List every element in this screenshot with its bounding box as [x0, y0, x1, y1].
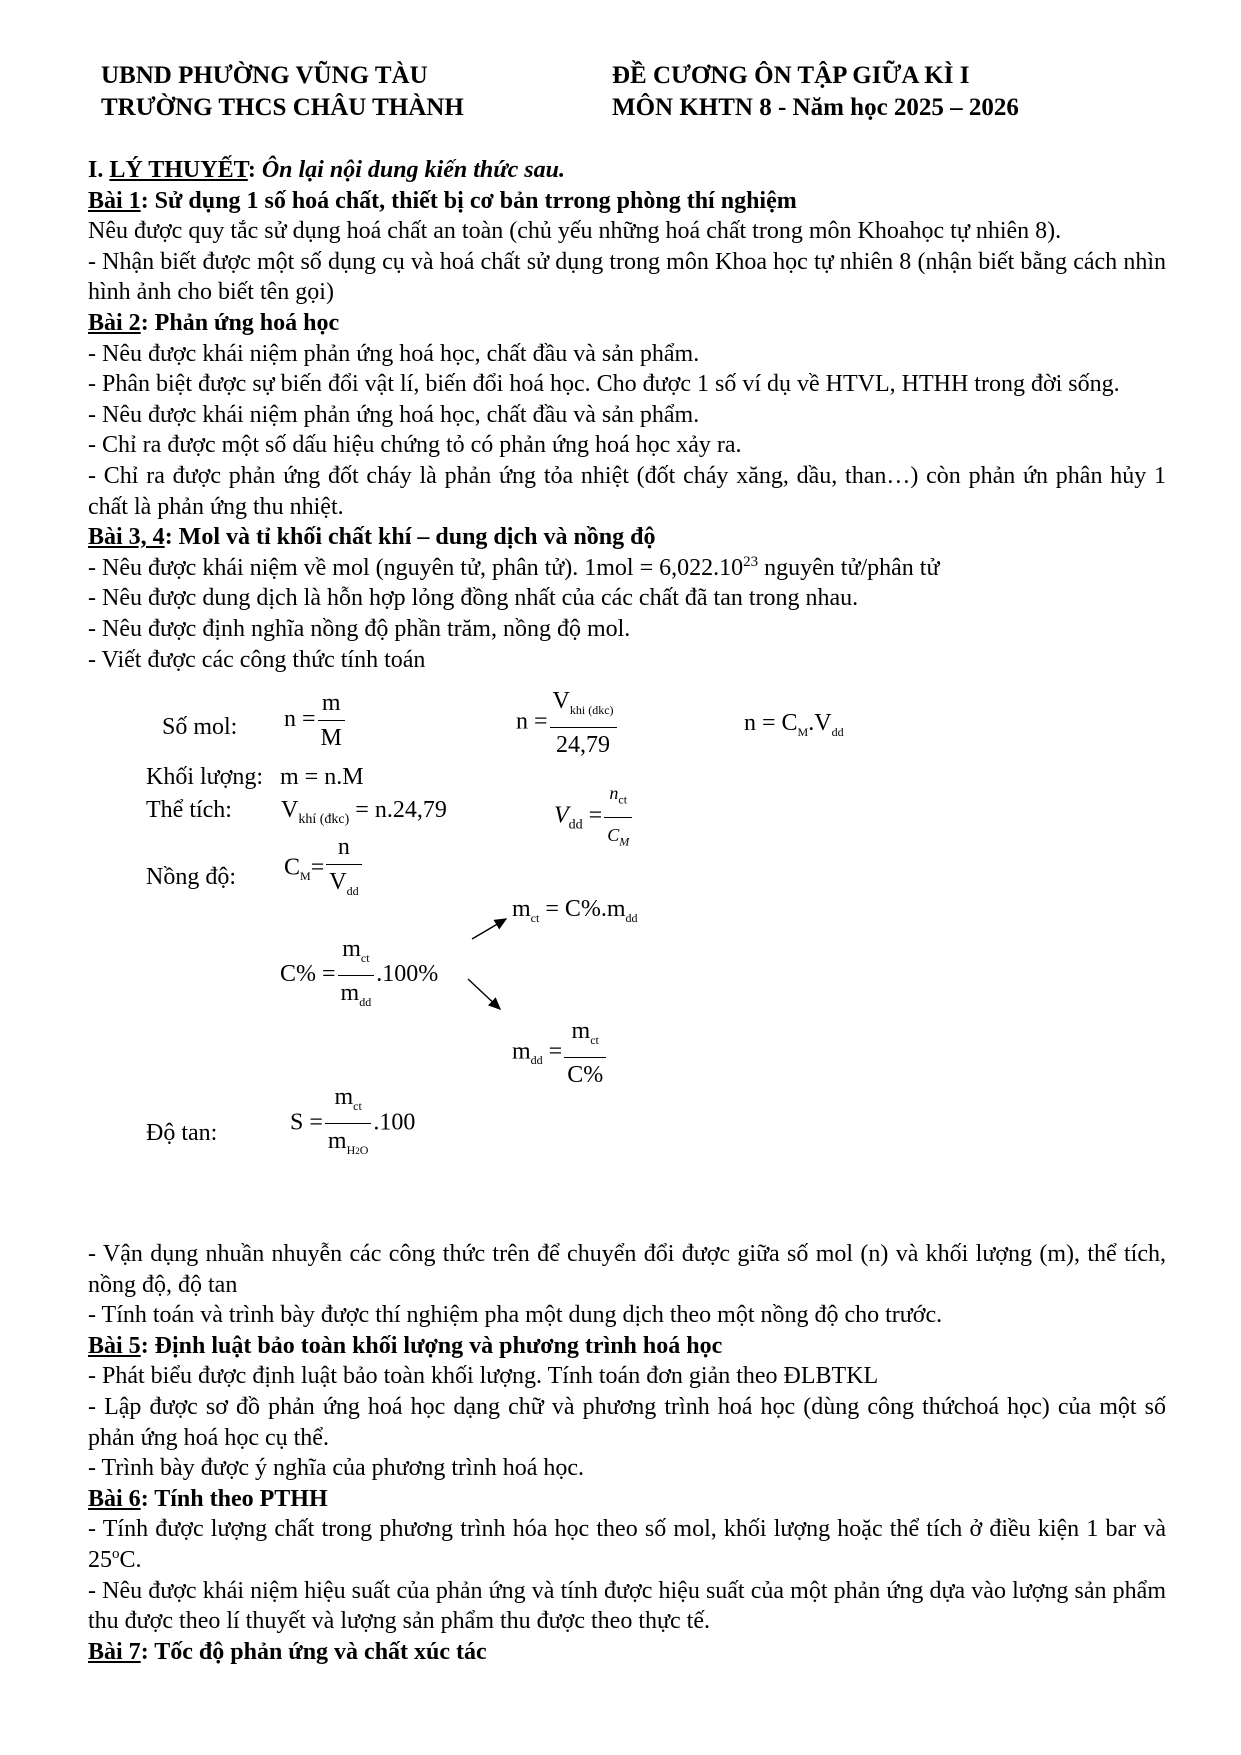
school-header — [101, 60, 464, 124]
bai34-line: - Nêu được định nghĩa nồng độ phần trăm, nồng độ mol. — [88, 615, 631, 642]
formula-block — [88, 679, 1166, 1239]
bai2-line: - Phân biệt được sự biến đổi vật lí, biến đổi hoá học. Cho được 1 số ví dụ về HTVL, HTHH trong đời sống. — [88, 371, 1120, 398]
bai1-heading: Bài 1: Sử dụng 1 số hoá chất, thiết bị cơ bản trrong phòng thí nghiệm — [88, 187, 797, 214]
formula-mdd: $m_{dd}$ = $\frac{m_{ct}}{C\%}$ — [512, 1017, 608, 1089]
formula-m-nM: m = n.M — [280, 764, 364, 791]
bai6-line: - Tính được lượng chất trong phương trình hóa học theo số mol, khối lượng hoặc thể tích ở điều kiện 1 bar và 25$^o$C. — [88, 1516, 1166, 1574]
bai6-heading: Bài 6: Tính theo PTHH — [88, 1485, 328, 1512]
document-title: ĐỀ CƯƠNG ÔN TẬP GIỮA KÌ I — [612, 62, 970, 89]
formula-do-tan: S = $\frac{m_{ct}}{m_{H2O}}$ .100 — [290, 1084, 416, 1157]
arrow-up-icon — [472, 919, 506, 939]
bai6-line: - Nêu được khái niệm hiệu suất của phản ứng và tính được hiệu suất của một phản ứng dựa vào lượng sản phẩm thu được theo lí thuyết và lượng sản phẩm thu được theo thực tế. — [88, 1577, 1166, 1635]
bai7-heading: Bài 7: Tốc độ phản ứng và chất xúc tác — [88, 1638, 487, 1665]
formula-c-percent: C% = $\frac{m_{ct}}{m_{dd}}$ .100% — [280, 936, 439, 1009]
bai34-after-line: - Vận dụng nhuần nhuyễn các công thức trên để chuyển đổi được giữa số mol (n) và khối lượng (m), thể tích, nồng độ, độ tan — [88, 1241, 1166, 1298]
section-theory-heading: I. LÝ THUYẾT: Ôn lại nội dung kiến thức sau. — [88, 157, 565, 183]
formula-mct: $m_{ct} = C\%.m_{dd}$ — [512, 896, 638, 925]
formula-n-m-over-M: n = $\frac{m}{M}$ — [284, 689, 347, 752]
do-tan-label: Độ tan: — [146, 1120, 218, 1147]
so-mol-label: Số mol: — [162, 714, 238, 741]
bai34-mol-line: - Nêu được khái niệm về mol (nguyên tử, phân tử). $1mol = 6,022.10^{23}$ nguyên tử/phân tử — [88, 553, 940, 581]
nong-do-label: Nồng độ: — [146, 864, 236, 891]
bai5-line: - Lập được sơ đồ phản ứng hoá học dạng chữ và phương trình hoá học (dùng công thứchoá học) của một số phản ứng hoá học cụ thể. — [88, 1394, 1166, 1451]
bai34-line: - Nêu được dung dịch là hỗn hợp lỏng đồng nhất của các chất đã tan trong nhau. — [88, 585, 859, 612]
arrow-down-icon — [468, 979, 500, 1009]
bai5-line: - Phát biểu được định luật bảo toàn khối lượng. Tính toán đơn giản theo ĐLBTKL — [88, 1363, 879, 1390]
formula-n-cm-vdd: $n = C_M.V_{dd}$ — [744, 710, 844, 739]
bai2-line: - Chỉ ra được phản ứng đốt cháy là phản ứng tỏa nhiệt (đốt cháy xăng, dầu, than…) còn phản ứn phân hủy 1 chất là phản ứng thu nhiệt. — [88, 462, 1166, 520]
bai2-line: - Nêu được khái niệm phản ứng hoá học, chất đầu và sản phẩm. — [88, 340, 700, 367]
school-name: TRƯỜNG THCS CHÂU THÀNH — [101, 94, 464, 121]
document-title-block — [612, 60, 1019, 124]
document-body — [88, 155, 1166, 1667]
formula-vdd: $V_{dd}$ = $\frac{n_{ct}}{C_M}$ — [554, 779, 634, 855]
bai2-line: - Nêu được khái niệm phản ứng hoá học, chất đầu và sản phẩm. — [88, 401, 700, 428]
bai5-heading: Bài 5: Định luật bảo toàn khối lượng và phương trình hoá học — [88, 1332, 723, 1359]
bai1-line: Nêu được quy tắc sử dụng hoá chất an toàn (chủ yếu những hoá chất trong môn Khoahọc tự nhiên 8). — [88, 218, 1062, 245]
bai2-heading: Bài 2: Phản ứng hoá học — [88, 309, 340, 336]
derivation-arrows — [88, 679, 788, 1099]
formula-cm: $C_M=$ $\frac{n}{V_{dd}}$ — [284, 833, 364, 905]
subject-year: MÔN KHTN 8 - Năm học 2025 – 2026 — [612, 94, 1019, 121]
bai5-line: - Trình bày được ý nghĩa của phương trình hoá học. — [88, 1455, 584, 1482]
bai34-line: - Viết được các công thức tính toán — [88, 646, 426, 673]
bai34-after-line: - Tính toán và trình bày được thí nghiệm pha một dung dịch theo một nồng độ cho trước. — [88, 1302, 943, 1329]
khoi-luong-label: Khối lượng: — [146, 764, 264, 791]
bai1-line: - Nhận biết được một số dụng cụ và hoá chất sử dụng trong môn Khoa học tự nhiên 8 (nhận biết bằng cách nhìn hình ảnh cho biết tên gọi) — [88, 248, 1166, 306]
bai34-heading: Bài 3, 4: Mol và tỉ khối chất khí – dung dịch và nồng độ — [88, 524, 656, 551]
formula-n-v-over-2479: n = $\frac{V_{khi (dkc)}}{24,79}$ — [516, 687, 619, 759]
formula-v-khi: $V_{khí (đkc)} = n.24,79$ — [281, 797, 447, 827]
ward-name: UBND PHƯỜNG VŨNG TÀU — [101, 62, 428, 89]
bai2-line: - Chỉ ra được một số dấu hiệu chứng tỏ có phản ứng hoá học xảy ra. — [88, 432, 742, 459]
the-tich-label: Thể tích: — [146, 797, 232, 824]
